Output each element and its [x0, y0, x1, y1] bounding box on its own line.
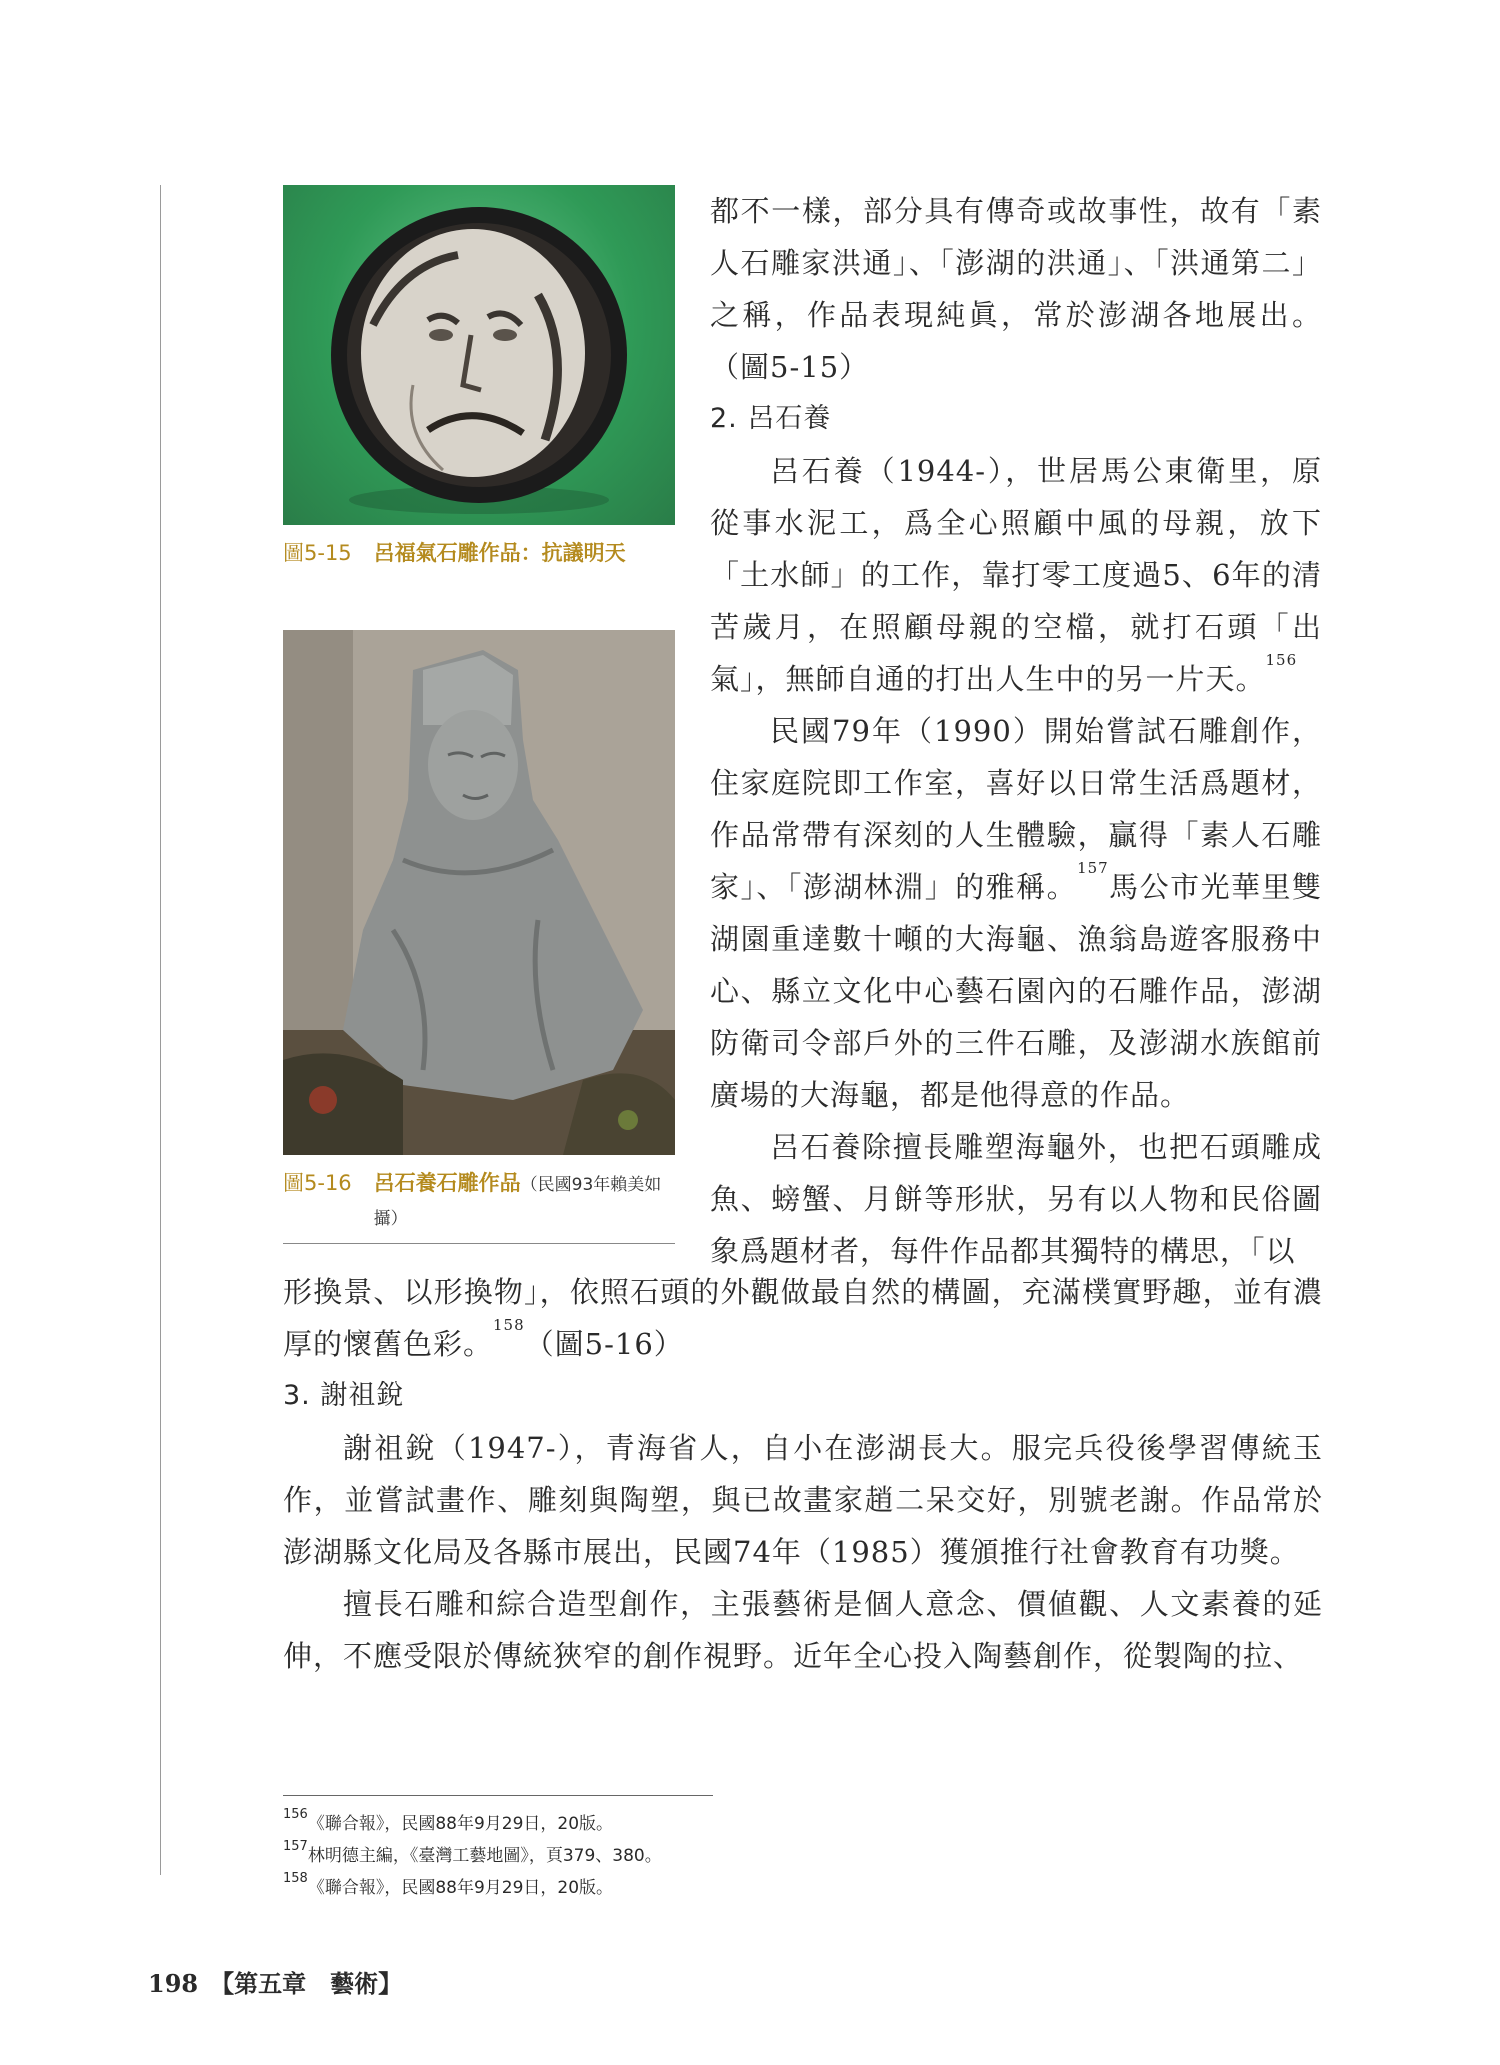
figure-note: （民國93年賴美如攝） [373, 1175, 662, 1229]
paragraph-text: 呂石養（1944-），世居馬公東衛里，原從事水泥工，爲全心照顧中風的母親，放下「土水師」的工作，靠打零工度過5、6年的清苦歲月，在照顧母親的空檔，就打石頭「出氣」，無師自通的打出人生中的另一片天。 [710, 454, 1322, 696]
paragraph: 擅長石雕和綜合造型創作，主張藝術是個人意念、價値觀、人文素養的延伸，不應受限於傳統狹窄的創作視野。近年全心投入陶藝創作，從製陶的拉、 [283, 1587, 1323, 1673]
paragraph [283, 1266, 1323, 1370]
figure-reference: （圖5-16） [524, 1327, 684, 1361]
margin-rule [160, 185, 161, 1875]
figure-5-15 [283, 185, 675, 569]
figure-title: 呂石養石雕作品 [373, 1171, 521, 1195]
seated-stone-figure-photo [283, 630, 675, 1155]
page-number: 198 [148, 1969, 199, 1998]
figure-number: 圖5-15 [283, 541, 352, 565]
footnote-number: 157 [283, 1839, 308, 1854]
paragraph [710, 445, 1322, 705]
section-heading: 2. 呂石養 [710, 403, 832, 434]
full-width-text [283, 1266, 1323, 1682]
footnote-rule [283, 1795, 713, 1796]
footnote-number: 156 [283, 1807, 308, 1822]
footnote-text: 《聯合報》，民國88年9月29日，20版。 [307, 1814, 614, 1834]
right-column-text [710, 185, 1322, 1277]
paragraph: 呂石養除擅長雕塑海龜外，也把石頭雕成魚、螃蟹、月餅等形狀，另有以人物和民俗圖象爲題材者，每件作品都其獨特的構思，「以 [710, 1130, 1322, 1268]
footnote [283, 1840, 662, 1872]
figure-caption [283, 1167, 675, 1244]
section-heading: 3. 謝祖銳 [283, 1380, 405, 1411]
footnote [283, 1872, 662, 1904]
footnotes [283, 1808, 662, 1904]
footnote-ref[interactable]: 157 [1077, 859, 1109, 877]
page-footer [148, 1964, 414, 1999]
figure-title: 呂福氣石雕作品：抗議明天 [373, 541, 626, 565]
paragraph-text: 民國79年（1990）開始嘗試石雕創作，住家庭院即工作室，喜好以日常生活爲題材，作品常帶有深刻的人生體驗，贏得「素人石雕家」、「澎湖林淵」的雅稱。 [710, 714, 1322, 904]
paragraph [710, 705, 1322, 1121]
footnote-ref[interactable]: 156 [1265, 651, 1298, 669]
footnote-text: 《聯合報》，民國88年9月29日，20版。 [307, 1878, 614, 1898]
footnote-ref[interactable]: 158 [493, 1316, 525, 1334]
footnote [283, 1808, 662, 1840]
paragraph: 都不一樣，部分具有傳奇或故事性，故有「素人石雕家洪通」、「澎湖的洪通」、「洪通第二」之稱，作品表現純眞，常於澎湖各地展出。（圖5-15） [710, 194, 1322, 384]
figure-5-16 [283, 630, 675, 1244]
stone-face-sculpture-photo [283, 185, 675, 525]
figure-number: 圖5-16 [283, 1171, 352, 1195]
paragraph-text: 形換景、以形換物」，依照石頭的外觀做最自然的構圖，充滿樸實野趣，並有濃厚的懷舊色彩。 [283, 1275, 1323, 1361]
footnote-text: 林明德主編，《臺灣工藝地圖》，頁379、380。 [307, 1846, 662, 1866]
paragraph-text: 馬公市光華里雙湖園重達數十噸的大海龜、漁翁島遊客服務中心、縣立文化中心藝石園內的石雕作品，澎湖防衛司令部戶外的三件石雕，及澎湖水族館前廣場的大海龜，都是他得意的作品。 [710, 870, 1322, 1112]
chapter-label: 【第五章 藝術】 [210, 1969, 403, 1998]
figure-caption [283, 537, 675, 569]
footnote-number: 158 [283, 1871, 308, 1886]
paragraph: 謝祖銳（1947-），青海省人，自小在澎湖長大。服完兵役後學習傳統玉作，並嘗試畫作、雕刻與陶塑，與已故畫家趙二呆交好，別號老謝。作品常於澎湖縣文化局及各縣市展出，民國74年（1985）獲頒推行社會教育有功獎。 [283, 1431, 1323, 1569]
